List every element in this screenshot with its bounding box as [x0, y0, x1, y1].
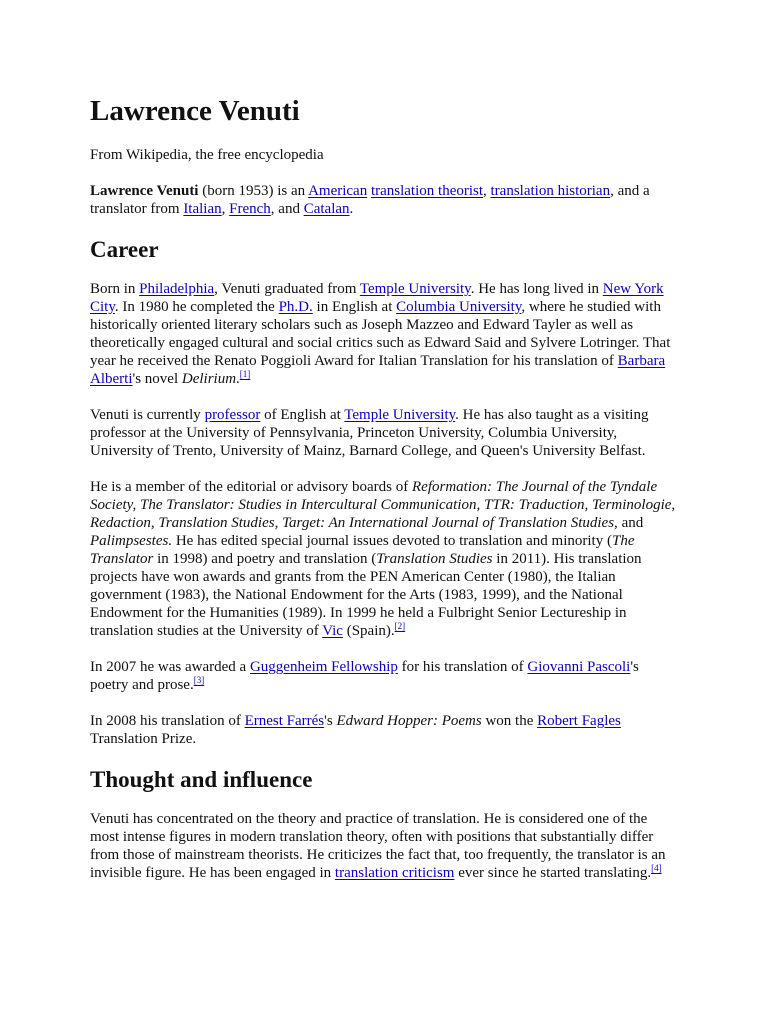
text: ,: [221, 201, 230, 217]
text: , Venuti graduated from: [214, 281, 360, 297]
text: in 2011). His translation projects have won awards and grants from the PEN American Center (1980), the Italian government (1983), the National Endowment for the Arts (1983, 1999), and the National Endowment for the Humanities (1989). In 1999 he held a Fulbright Senior Lectureship in translation studies at the University of: [90, 551, 642, 639]
link-italian[interactable]: Italian: [183, 201, 222, 217]
text: , where he studied with historically oriented literary scholars such as Joseph Mazzeo and Edward Tayler as well as theoretically engaged cultural and social critics such as Edward Said and Sylvere Lotringer. That year he received the Renato Poggioli Award for Italian Translation for his translation of: [90, 299, 671, 369]
journal-title: Palimpsestes.: [90, 533, 173, 549]
text: Venuti is currently: [90, 407, 205, 423]
link-translation-theorist[interactable]: translation theorist: [370, 183, 484, 199]
link-philadelphia[interactable]: Philadelphia: [139, 281, 215, 297]
text: . In 1980 he completed the: [114, 299, 279, 315]
journal-title: Translation Studies: [376, 551, 493, 567]
text: ,: [483, 183, 491, 199]
reference-4: [651, 863, 662, 873]
link-guggenheim-fellowship[interactable]: Guggenheim Fellowship: [249, 659, 398, 675]
reference-link[interactable]: [3]: [193, 675, 205, 685]
text: In 2008 his translation of: [90, 713, 245, 729]
text: . He has also taught as a visiting professor at the University of Pennsylvania, Princeton University, Columbia University, University of Trento, University of Mainz, Barnard College, and Queen's University Belfast.: [90, 407, 649, 459]
text: ever since he started translating.: [454, 865, 652, 881]
link-american[interactable]: American: [308, 183, 368, 199]
link-temple-university[interactable]: Temple University: [359, 281, 471, 297]
thought-paragraph-1: [90, 810, 678, 882]
journal-title: The Translator: [90, 533, 635, 567]
reference-link[interactable]: [1]: [239, 369, 251, 379]
career-paragraph-5: [90, 712, 678, 748]
book-title: Edward Hopper: Poems: [336, 713, 482, 729]
text: . He has long lived in: [470, 281, 603, 297]
link-barbara-alberti[interactable]: Barbara Alberti: [90, 353, 666, 387]
link-professor[interactable]: professor: [204, 407, 261, 423]
text: He is a member of the editorial or advisory boards of: [90, 479, 412, 495]
career-paragraph-4: [90, 658, 678, 694]
link-catalan[interactable]: Catalan: [303, 201, 350, 217]
text: (born 1953) is an: [198, 183, 309, 199]
section-heading-career: Career: [90, 237, 159, 262]
link-giovanni-pascoli[interactable]: Giovanni Pascoli: [527, 659, 631, 675]
text: In 2007 he was awarded a: [90, 659, 250, 675]
section-heading-thought: Thought and influence: [90, 767, 313, 792]
text: for his translation of: [397, 659, 528, 675]
text: of English at: [260, 407, 345, 423]
text: Born in: [90, 281, 140, 297]
text: He has edited special journal issues devoted to translation and minority (: [172, 533, 612, 549]
career-paragraph-1: [90, 280, 678, 388]
link-columbia-university[interactable]: Columbia University: [396, 299, 522, 315]
text: Venuti has concentrated on the theory and practice of translation. He is considered one of the most intense figures in modern translation theory, often with positions that substantially differ from those of mainstream theorists. He criticizes the fact that, too frequently, the translator is an invisible figure. He has been engaged in: [90, 811, 666, 881]
career-paragraph-3: [90, 478, 678, 640]
link-phd[interactable]: Ph.D.: [278, 299, 313, 315]
reference-2: [395, 621, 406, 631]
text: 's novel: [132, 371, 182, 387]
page-title: Lawrence Venuti: [90, 95, 300, 127]
text: , and: [270, 201, 304, 217]
book-title: Delirium: [181, 371, 237, 387]
text: and: [617, 515, 644, 531]
text: 's poetry and prose.: [90, 659, 639, 693]
link-translation-criticism[interactable]: translation criticism: [334, 865, 455, 881]
link-new-york-city[interactable]: New York City: [90, 281, 664, 315]
article-content: [90, 94, 678, 900]
site-tagline: From Wikipedia, the free encyclopedia: [90, 147, 324, 163]
reference-link[interactable]: [2]: [394, 621, 406, 631]
text: in 1998) and poetry and translation (: [153, 551, 377, 567]
subject-name: Lawrence Venuti: [90, 183, 199, 199]
link-ernest-farres[interactable]: Ernest Farrés: [244, 713, 325, 729]
text: won the: [481, 713, 538, 729]
link-vic[interactable]: Vic: [322, 623, 343, 639]
text: .: [236, 371, 240, 387]
intro-paragraph: [90, 182, 678, 218]
text: , and a translator from: [90, 183, 650, 217]
text: .: [349, 201, 354, 217]
text: 's: [324, 713, 337, 729]
text: Translation Prize.: [90, 731, 197, 747]
reference-3: [194, 675, 205, 685]
journal-titles: Reformation: The Journal of the Tyndale Society, The Translator: Studies in Intercultural Communication, TTR: Traduction, Terminologie, Redaction, Translation Studies, Target: An International Journal of Translation Studies,: [90, 479, 676, 531]
reference-link[interactable]: [4]: [651, 863, 662, 873]
link-french[interactable]: French: [229, 201, 271, 217]
link-translation-historian[interactable]: translation historian: [490, 183, 611, 199]
link-robert-fagles[interactable]: Robert Fagles: [537, 713, 621, 729]
text: (Spain).: [342, 623, 395, 639]
career-paragraph-2: [90, 406, 678, 460]
link-temple-university[interactable]: Temple University: [344, 407, 456, 423]
reference-1: [240, 369, 251, 379]
text: in English at: [312, 299, 397, 315]
